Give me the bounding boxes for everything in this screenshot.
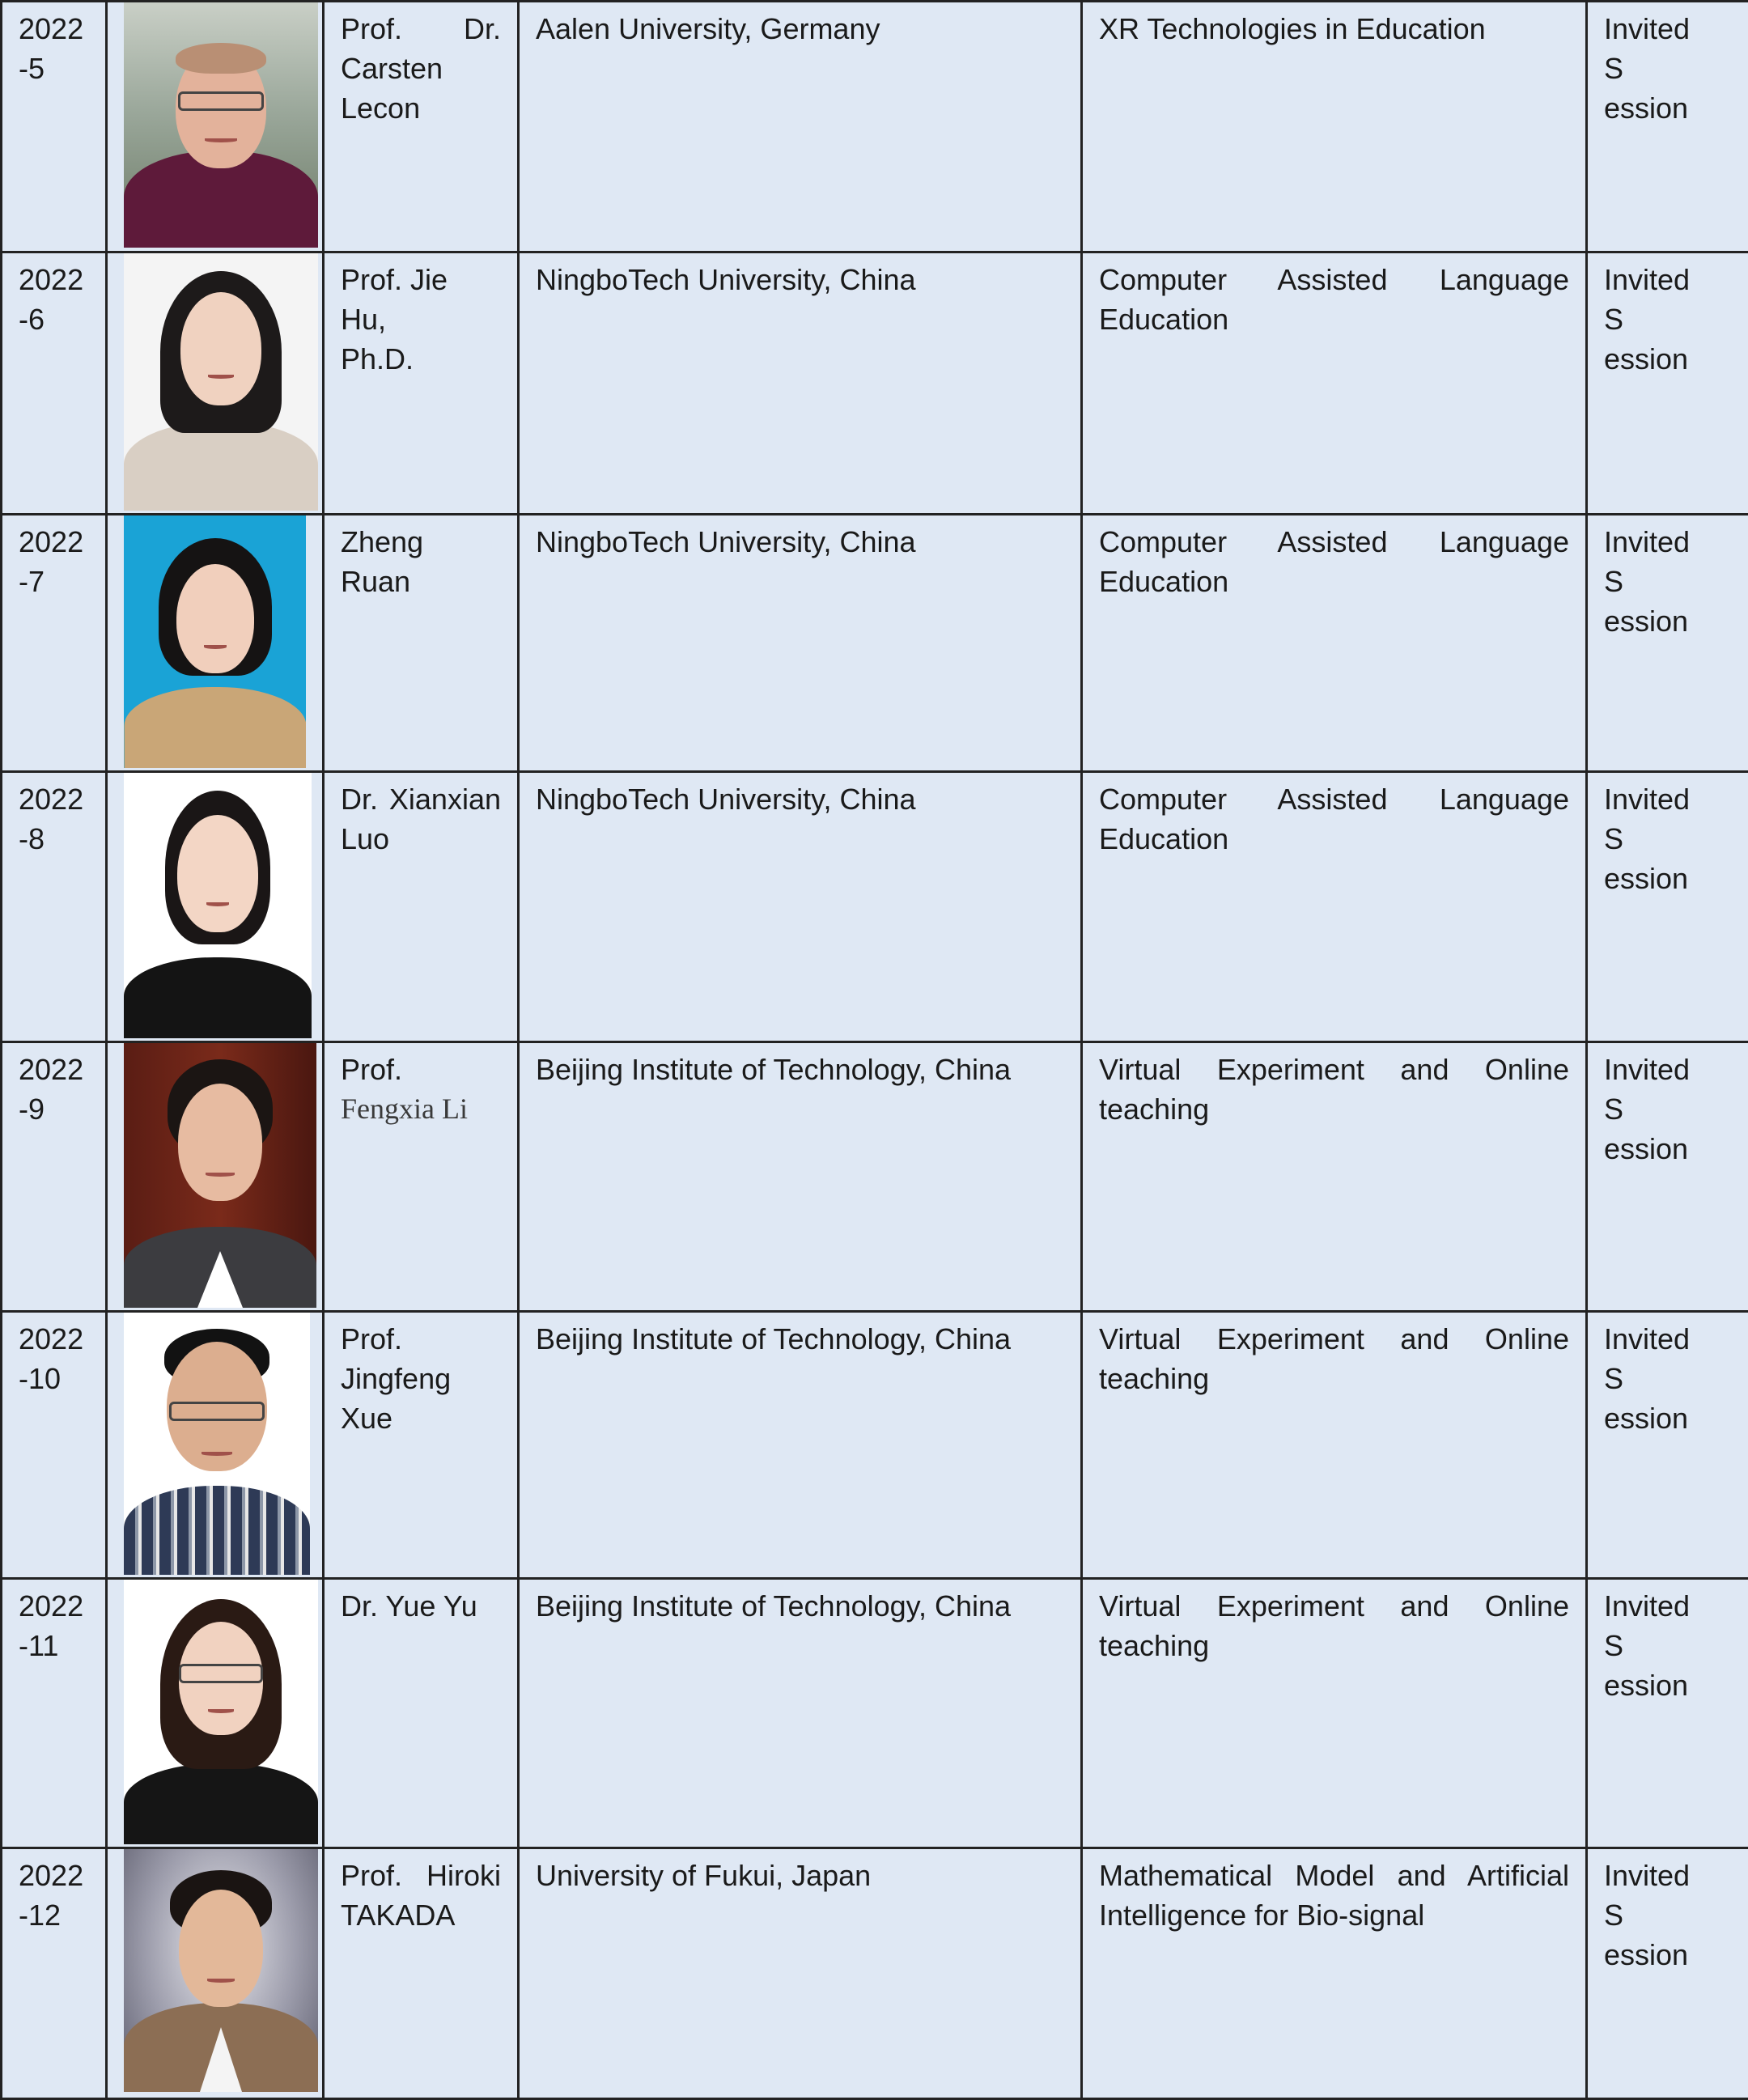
speaker-name-line: Jingfeng	[341, 1359, 501, 1398]
topic-cell	[1082, 515, 1587, 772]
session-id-number: -7	[19, 562, 89, 601]
speaker-name-line: Prof. Jie Hu,	[341, 260, 501, 339]
speaker-name-line: Carsten	[341, 49, 501, 88]
speaker-name-line: Xue	[341, 1398, 501, 1438]
speaker-photo-cell	[107, 772, 324, 1042]
session-id-year: 2022	[19, 1856, 89, 1895]
session-type-line: ession	[1604, 1935, 1732, 1975]
topic-line: XR Technologies in Education	[1099, 9, 1569, 49]
session-type-line: ession	[1604, 1398, 1732, 1438]
session-id-cell	[2, 1042, 107, 1312]
speaker-name-line: Prof.	[341, 1050, 501, 1089]
session-id-year: 2022	[19, 522, 89, 562]
speaker-photo-cell	[107, 252, 324, 515]
speaker-name-line: Fengxia Li	[341, 1089, 501, 1129]
affiliation-text: NingboTech University, China	[536, 779, 1064, 819]
topic-line: Computer Assisted Language	[1099, 522, 1569, 562]
topic-line: Computer Assisted Language	[1099, 260, 1569, 299]
topic-line: Mathematical Model and Artificial	[1099, 1856, 1569, 1895]
session-id-number: -10	[19, 1359, 89, 1398]
topic-cell	[1082, 1579, 1587, 1848]
affiliation-text: Beijing Institute of Technology, China	[536, 1586, 1064, 1626]
session-type-cell	[1587, 515, 1748, 772]
session-id-cell	[2, 1579, 107, 1848]
session-id-number: -5	[19, 49, 89, 88]
session-id-cell	[2, 1848, 107, 2099]
speaker-name-cell	[324, 1848, 519, 2099]
session-type-line: Invited S	[1604, 1319, 1732, 1398]
affiliation-text: Beijing Institute of Technology, China	[536, 1319, 1064, 1359]
speaker-photo-cell	[107, 1579, 324, 1848]
speaker-name-line: Lecon	[341, 88, 501, 128]
speaker-name-line: Luo	[341, 819, 501, 859]
topic-line: teaching	[1099, 1359, 1569, 1398]
session-type-line: ession	[1604, 859, 1732, 898]
session-id-cell	[2, 772, 107, 1042]
topic-cell	[1082, 252, 1587, 515]
session-id-year: 2022	[19, 1050, 89, 1089]
topic-line: teaching	[1099, 1626, 1569, 1665]
speaker-photo-cell	[107, 515, 324, 772]
speaker-name-line: Zheng Ruan	[341, 522, 501, 601]
speaker-name-line: Prof. Dr.	[341, 9, 501, 49]
session-id-cell	[2, 1312, 107, 1579]
session-type-line: ession	[1604, 1665, 1732, 1705]
session-id-year: 2022	[19, 1586, 89, 1626]
session-type-line: ession	[1604, 88, 1732, 128]
session-type-line: Invited S	[1604, 1050, 1732, 1129]
table-row	[2, 1579, 1748, 1848]
session-id-number: -9	[19, 1089, 89, 1129]
affiliation-cell	[519, 1848, 1082, 2099]
table-row	[2, 252, 1748, 515]
speaker-name-line: Dr. Xianxian	[341, 779, 501, 819]
speaker-photo	[124, 2, 318, 248]
speaker-name-cell	[324, 1312, 519, 1579]
session-id-cell	[2, 252, 107, 515]
affiliation-cell	[519, 515, 1082, 772]
affiliation-text: NingboTech University, China	[536, 522, 1064, 562]
affiliation-cell	[519, 1312, 1082, 1579]
affiliation-text: Aalen University, Germany	[536, 9, 1064, 49]
speaker-name-cell	[324, 252, 519, 515]
speaker-photo	[124, 773, 312, 1038]
speaker-photo-cell	[107, 1042, 324, 1312]
table-row	[2, 1312, 1748, 1579]
session-type-line: Invited S	[1604, 1856, 1732, 1935]
session-type-line: ession	[1604, 1129, 1732, 1169]
session-type-cell	[1587, 1042, 1748, 1312]
speaker-name-line: Prof.	[341, 1319, 501, 1359]
affiliation-text: University of Fukui, Japan	[536, 1856, 1064, 1895]
speaker-photo	[124, 253, 318, 511]
speaker-name-cell	[324, 515, 519, 772]
speaker-photo	[124, 1580, 318, 1844]
affiliation-cell	[519, 252, 1082, 515]
affiliation-cell	[519, 772, 1082, 1042]
table-row	[2, 1042, 1748, 1312]
speaker-name-cell	[324, 772, 519, 1042]
table-row	[2, 772, 1748, 1042]
topic-cell	[1082, 2, 1587, 252]
topic-line: teaching	[1099, 1089, 1569, 1129]
affiliation-cell	[519, 1579, 1082, 1848]
speaker-name-cell	[324, 2, 519, 252]
session-type-cell	[1587, 772, 1748, 1042]
session-type-line: Invited S	[1604, 522, 1732, 601]
session-type-cell	[1587, 252, 1748, 515]
topic-cell	[1082, 1848, 1587, 2099]
session-type-cell	[1587, 1848, 1748, 2099]
session-id-number: -6	[19, 299, 89, 339]
topic-cell	[1082, 1312, 1587, 1579]
speaker-name-line: Prof. Hiroki	[341, 1856, 501, 1895]
speaker-photo	[124, 1849, 318, 2092]
topic-line: Virtual Experiment and Online	[1099, 1586, 1569, 1626]
topic-line: Virtual Experiment and Online	[1099, 1319, 1569, 1359]
speaker-name-cell	[324, 1042, 519, 1312]
session-id-cell	[2, 515, 107, 772]
topic-line: Intelligence for Bio-signal	[1099, 1895, 1569, 1935]
topic-cell	[1082, 1042, 1587, 1312]
topic-line: Education	[1099, 819, 1569, 859]
session-type-cell	[1587, 2, 1748, 252]
session-type-cell	[1587, 1312, 1748, 1579]
speaker-photo	[124, 1043, 316, 1308]
session-id-cell	[2, 2, 107, 252]
session-id-number: -12	[19, 1895, 89, 1935]
session-type-line: ession	[1604, 601, 1732, 641]
session-type-line: Invited S	[1604, 260, 1732, 339]
table-row	[2, 515, 1748, 772]
topic-line: Education	[1099, 562, 1569, 601]
table-row	[2, 1848, 1748, 2099]
topic-line: Computer Assisted Language	[1099, 779, 1569, 819]
session-type-cell	[1587, 1579, 1748, 1848]
affiliation-text: NingboTech University, China	[536, 260, 1064, 299]
session-id-year: 2022	[19, 1319, 89, 1359]
speaker-name-cell	[324, 1579, 519, 1848]
topic-line: Education	[1099, 299, 1569, 339]
speaker-name-line: TAKADA	[341, 1895, 501, 1935]
session-type-line: Invited S	[1604, 779, 1732, 859]
speaker-photo-cell	[107, 2, 324, 252]
session-type-line: ession	[1604, 339, 1732, 379]
speaker-name-line: Dr. Yue Yu	[341, 1586, 501, 1626]
speaker-photo	[124, 1313, 310, 1575]
speaker-photo-cell	[107, 1848, 324, 2099]
speaker-photo	[124, 515, 306, 768]
affiliation-text: Beijing Institute of Technology, China	[536, 1050, 1064, 1089]
session-id-year: 2022	[19, 9, 89, 49]
session-id-year: 2022	[19, 779, 89, 819]
session-type-line: Invited S	[1604, 9, 1732, 88]
speaker-name-line: Ph.D.	[341, 339, 501, 379]
speaker-photo-cell	[107, 1312, 324, 1579]
session-id-number: -8	[19, 819, 89, 859]
affiliation-cell	[519, 2, 1082, 252]
session-type-line: Invited S	[1604, 1586, 1732, 1665]
table-row	[2, 2, 1748, 252]
affiliation-cell	[519, 1042, 1082, 1312]
session-id-year: 2022	[19, 260, 89, 299]
topic-line: Virtual Experiment and Online	[1099, 1050, 1569, 1089]
session-id-number: -11	[19, 1626, 89, 1665]
topic-cell	[1082, 772, 1587, 1042]
